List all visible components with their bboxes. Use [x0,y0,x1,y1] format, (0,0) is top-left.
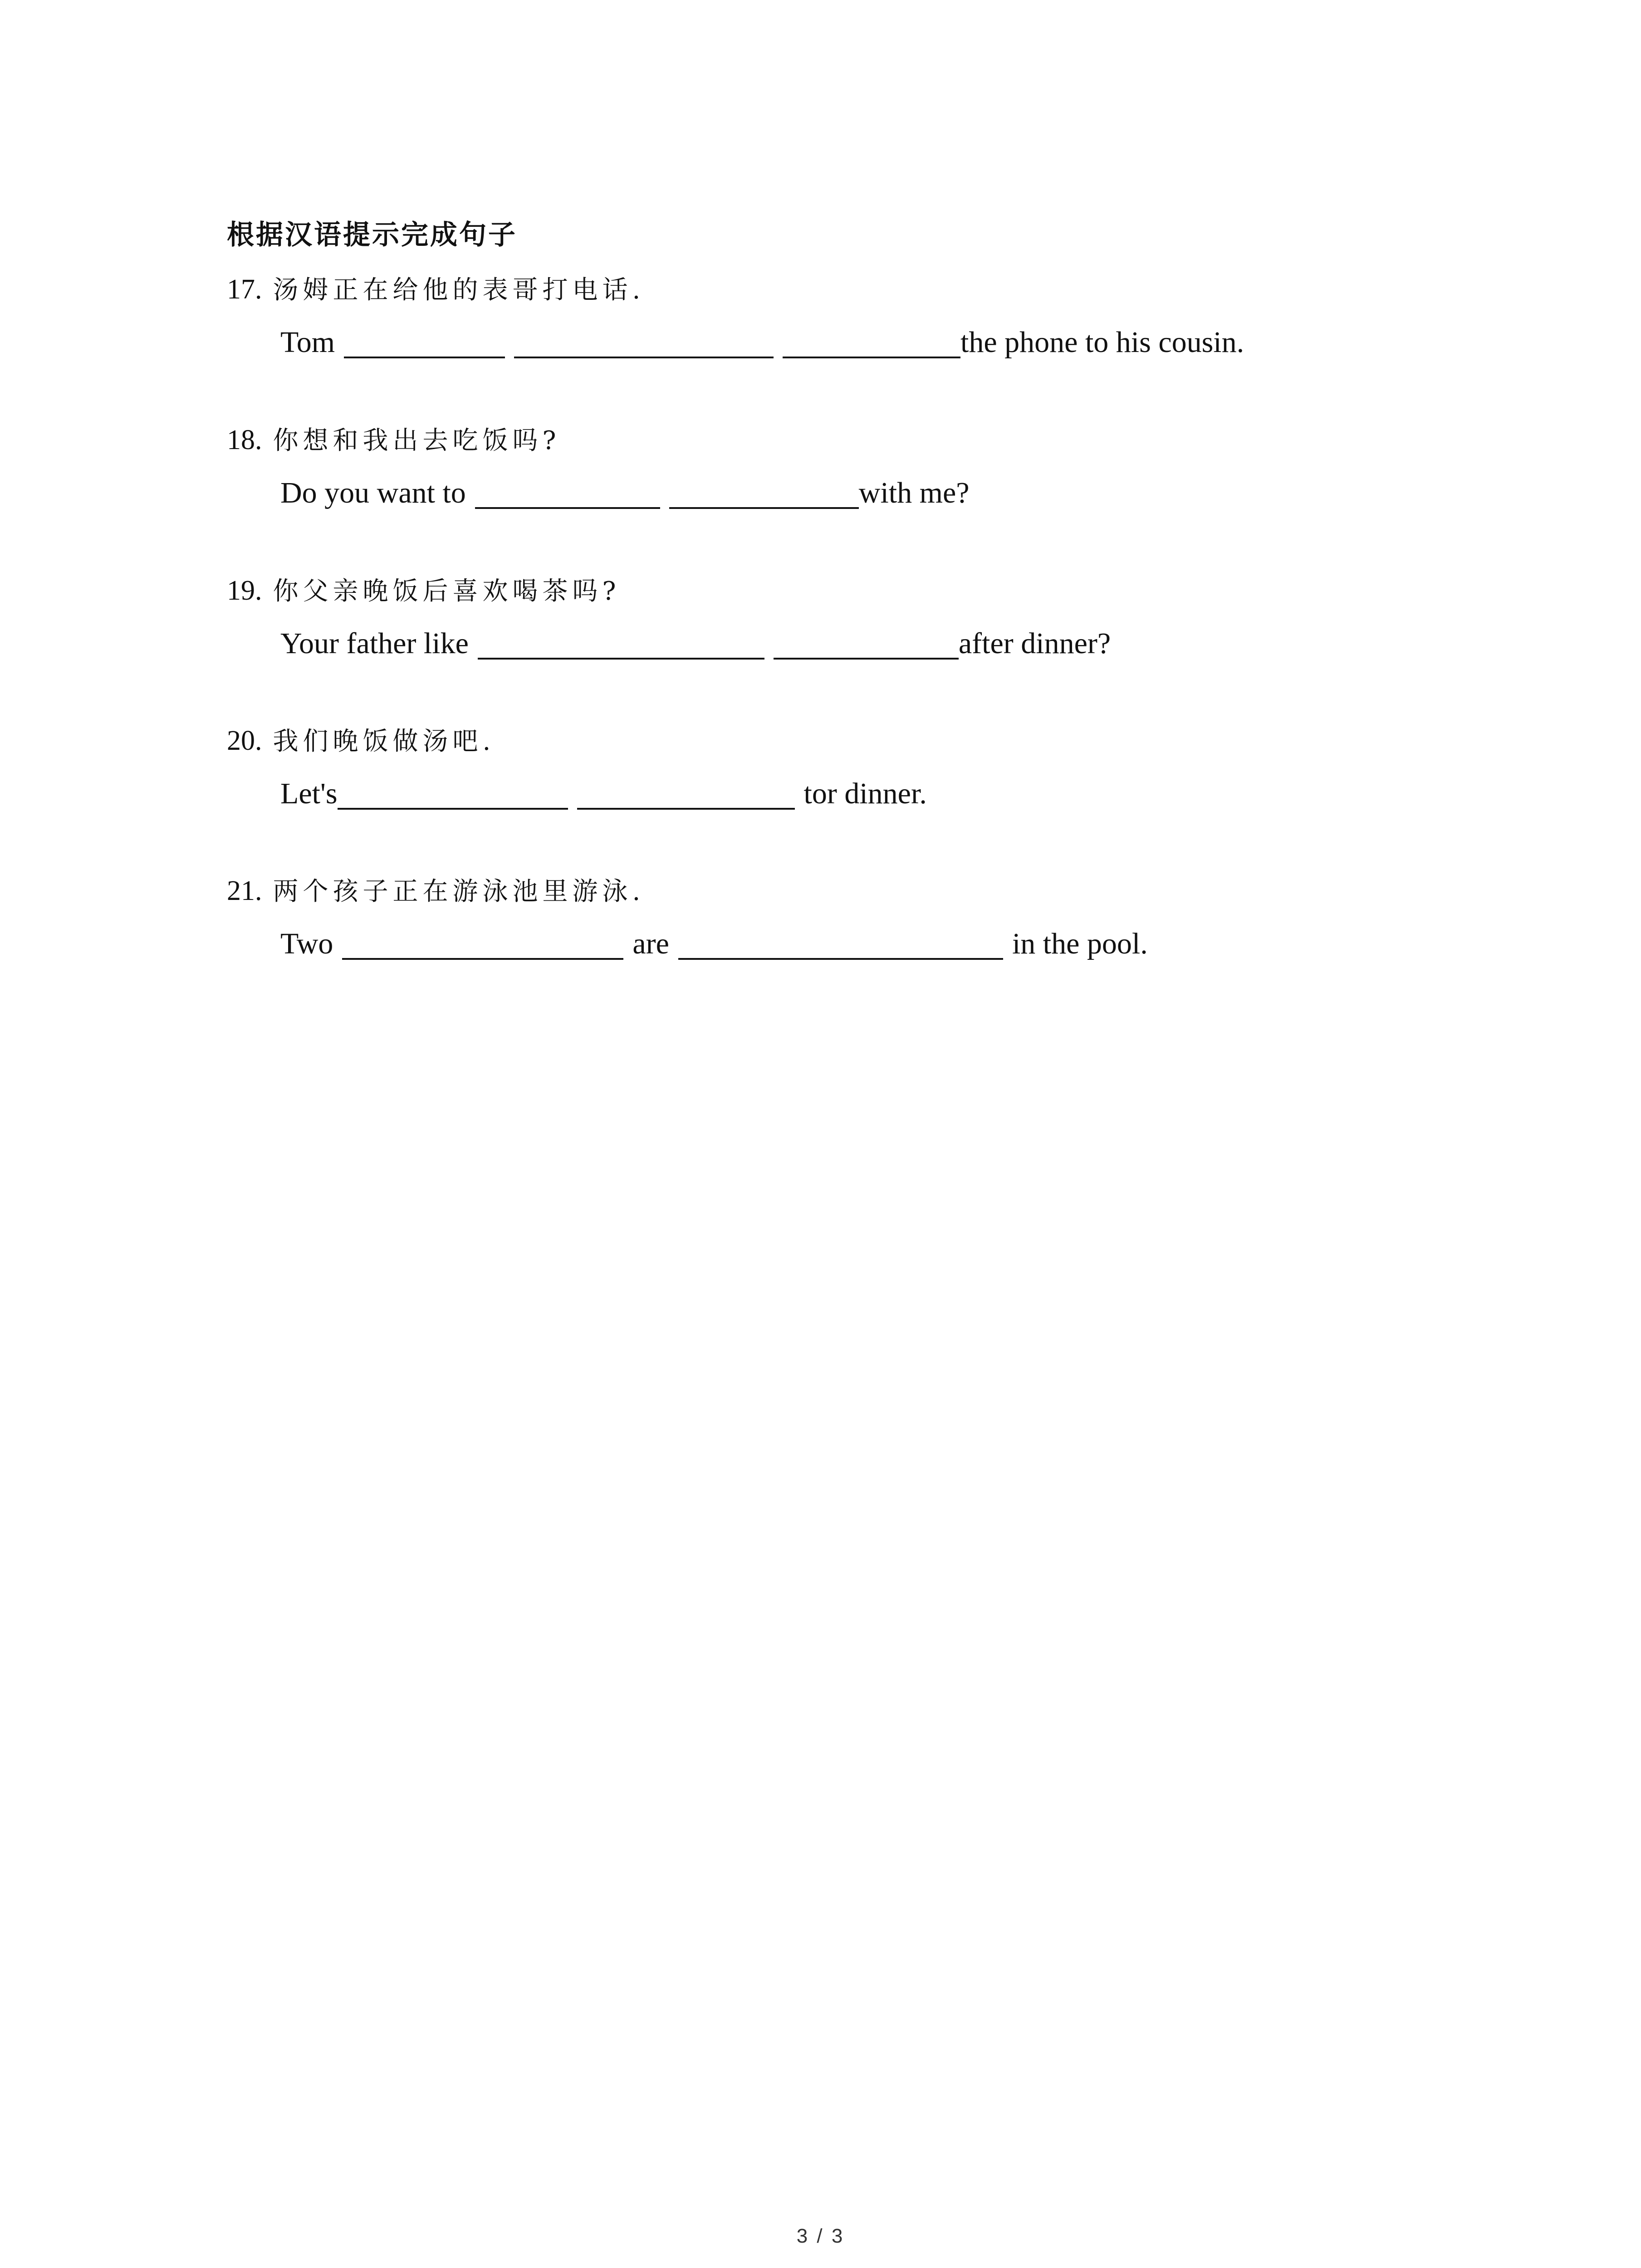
question-prompt [227,572,1588,610]
chinese-hint: 汤姆正在给他的表哥打电话. [273,275,645,305]
question-number: 17. [227,274,262,305]
answer-blank[interactable] [344,325,505,358]
answer-blank[interactable] [342,926,623,960]
sentence-text: with me? [858,476,970,509]
page-number: 3 / 3 [796,2225,845,2247]
chinese-hint: 你父亲晚饭后喜欢喝茶吗? [273,577,621,606]
question-20 [227,722,1588,814]
english-sentence [280,773,1588,814]
answer-blank[interactable] [783,325,960,358]
chinese-hint: 你想和我出去吃饭吗? [273,426,561,455]
sentence-text: are [632,927,669,960]
answer-blank[interactable] [514,325,774,358]
sentence-text: Let's [280,777,338,810]
question-17 [227,270,1588,363]
english-sentence [280,924,1588,964]
section-title: 根据汉语提示完成句子 [227,219,517,251]
answer-blank[interactable] [669,475,859,509]
answer-blank[interactable] [774,626,959,660]
sentence-text: the phone to his cousin. [960,326,1244,359]
answer-blank[interactable] [577,776,795,810]
english-sentence [280,623,1588,664]
question-prompt [227,270,1588,308]
question-prompt [227,722,1588,760]
question-18 [227,421,1588,513]
answer-blank[interactable] [338,776,568,810]
sentence-text: Do you want to [280,476,466,509]
sentence-text: Two [280,927,333,960]
question-prompt [227,872,1588,910]
sentence-text: Your father like [280,627,469,660]
question-number: 19. [227,575,262,606]
question-19 [227,572,1588,664]
answer-blank[interactable] [678,926,1003,960]
question-number: 20. [227,725,262,756]
english-sentence [280,322,1588,363]
question-21 [227,872,1588,964]
question-number: 21. [227,875,262,906]
sentence-text: tor dinner. [803,777,927,810]
chinese-hint: 我们晚饭做汤吧. [273,727,495,756]
english-sentence [280,473,1588,513]
answer-blank[interactable] [478,626,764,660]
sentence-text: after dinner? [958,627,1111,660]
answer-blank[interactable] [475,475,660,509]
question-number: 18. [227,425,262,455]
question-prompt [227,421,1588,459]
chinese-hint: 两个孩子正在游泳池里游泳. [273,877,645,906]
sentence-text: Tom [280,326,335,359]
sentence-text: in the pool. [1012,927,1148,960]
